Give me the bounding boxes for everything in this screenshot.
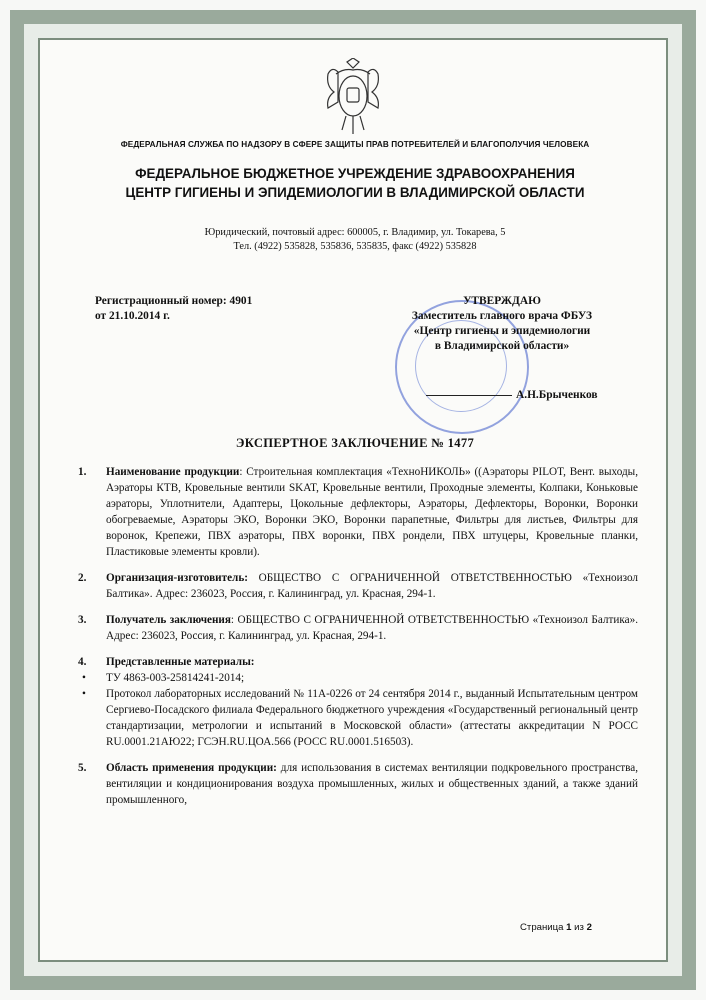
section-manufacturer: [78, 570, 638, 602]
organization-line-2: ЦЕНТР ГИГИЕНЫ И ЭПИДЕМИОЛОГИИ В ВЛАДИМИРСКОЙ ОБЛАСТИ: [125, 185, 585, 200]
agency-name: ФЕДЕРАЛЬНАЯ СЛУЖБА ПО НАДЗОРУ В СФЕРЕ ЗАЩИТЫ ПРАВ ПОТРЕБИТЕЛЕЙ И БЛАГОПОЛУЧИЯ ЧЕЛОВЕКА: [120, 140, 590, 149]
section-number: 1.: [78, 466, 87, 478]
materials-item: [78, 670, 638, 686]
address-line-2: Тел. (4922) 535828, 535836, 535835, факс (4922) 535828: [233, 241, 477, 252]
organization-line-1: ФЕДЕРАЛЬНОЕ БЮДЖЕТНОЕ УЧРЕЖДЕНИЕ ЗДРАВООХРАНЕНИЯ: [135, 166, 575, 181]
page-counter-prefix: Страница: [520, 922, 567, 933]
sections-list: [78, 464, 638, 818]
section-text: ОБЩЕСТВО С ОГРАНИЧЕННОЙ ОТВЕТСТВЕННОСТЬЮ «Техноизол Балтика». Адрес: 236023, Россия, г. Калининград, ул. Красная, 294-1.: [106, 572, 638, 600]
section-label: Организация-изготовитель:: [106, 572, 248, 584]
section-label: Получатель заключения: [106, 614, 231, 626]
page-current: 1: [566, 922, 572, 933]
page-total: 2: [586, 922, 592, 933]
document-title: ЭКСПЕРТНОЕ ЗАКЛЮЧЕНИЕ № 1477: [235, 436, 475, 450]
section-text: : Строительная комплектация «ТехноНИКОЛЬ» ((Аэраторы PILOT, Вент. выходы, Аэраторы КТВ, Кровельные вентили SKAT, Кровельные вентили, Проходные элементы, Колпаки, Коньковые аэраторы, Уплотнители, Адаптеры, Цокольные дефлекторы, Аэраторы, Дефлекторы, Воронки, Воронки обогреваемые, Аэраторы ЭКО, Воронки ЭКО, Воронки парапетные, Фильтры для листьев, Фильтры для воронок, Крепежи, ПВХ аэраторы, ПВХ воронки, ПВХ рондели, ПВХ штуцеры, Кровельные планки, Пластиковые элементы кровли).: [106, 466, 638, 558]
section-number: 4.: [78, 656, 87, 668]
bullet-icon: •: [82, 672, 86, 684]
section-number: 3.: [78, 614, 87, 626]
materials-item-text: Протокол лабораторных исследований № 11А-0226 от 24 сентября 2014 г., выданный Испытательным центром Сергиево-Посадского филиала Федерального бюджетного учреждения «Государственный региональный центр стандартизации, метрологии и испытаний в Московской области» (аттестаты аккредитации N РОСС RU.0001.21АЮ22; ГСЭН.RU.ЦОА.566 (РОСС RU.0001.516503).: [106, 688, 638, 748]
approval-org-line-2: в Владимирской области»: [434, 340, 570, 352]
section-product-name: [78, 464, 638, 560]
coat-of-arms-icon: [316, 58, 390, 138]
approval-block: [372, 294, 632, 354]
bullet-icon: •: [82, 688, 86, 700]
registration-block: [95, 294, 252, 324]
section-label: Область применения продукции:: [106, 762, 277, 774]
page-counter-mid: из: [571, 922, 587, 933]
materials-item-text: ТУ 4863-003-25814241-2014;: [106, 672, 245, 684]
registration-date: от 21.10.2014 г.: [95, 310, 170, 322]
address-line-1: Юридический, почтовый адрес: 600005, г. Владимир, ул. Токарева, 5: [204, 227, 506, 238]
signer-name: А.Н.Брыченков: [516, 389, 598, 401]
section-label: Наименование продукции: [106, 466, 240, 478]
section-text: для использования в системах вентиляции подкровельного пространства, вентиляции и кондиционирования воздуха промышленных, жилых и общественных зданий, а также зданий промышленного,: [106, 762, 638, 806]
approval-heading: УТВЕРЖДАЮ: [463, 295, 541, 307]
page-counter: [520, 922, 592, 933]
materials-item: [78, 686, 638, 750]
section-label: Представленные материалы:: [106, 656, 255, 668]
registration-number: Регистрационный номер: 4901: [95, 295, 253, 307]
organization-title: [60, 164, 650, 202]
section-number: 5.: [78, 762, 87, 774]
section-materials: [78, 654, 638, 670]
approval-org-line-1: «Центр гигиены и эпидемиологии: [413, 325, 591, 337]
section-recipient: [78, 612, 638, 644]
signature-line: [426, 395, 512, 396]
organization-address: [60, 226, 650, 254]
section-application-area: [78, 760, 638, 808]
section-number: 2.: [78, 572, 87, 584]
approval-position: Заместитель главного врача ФБУЗ: [411, 310, 593, 322]
section-text: : ОБЩЕСТВО С ОГРАНИЧЕННОЙ ОТВЕТСТВЕННОСТЬЮ «Техноизол Балтика». Адрес: 236023, Россия, г. Калининград, ул. Красная, 294-1.: [106, 614, 638, 642]
